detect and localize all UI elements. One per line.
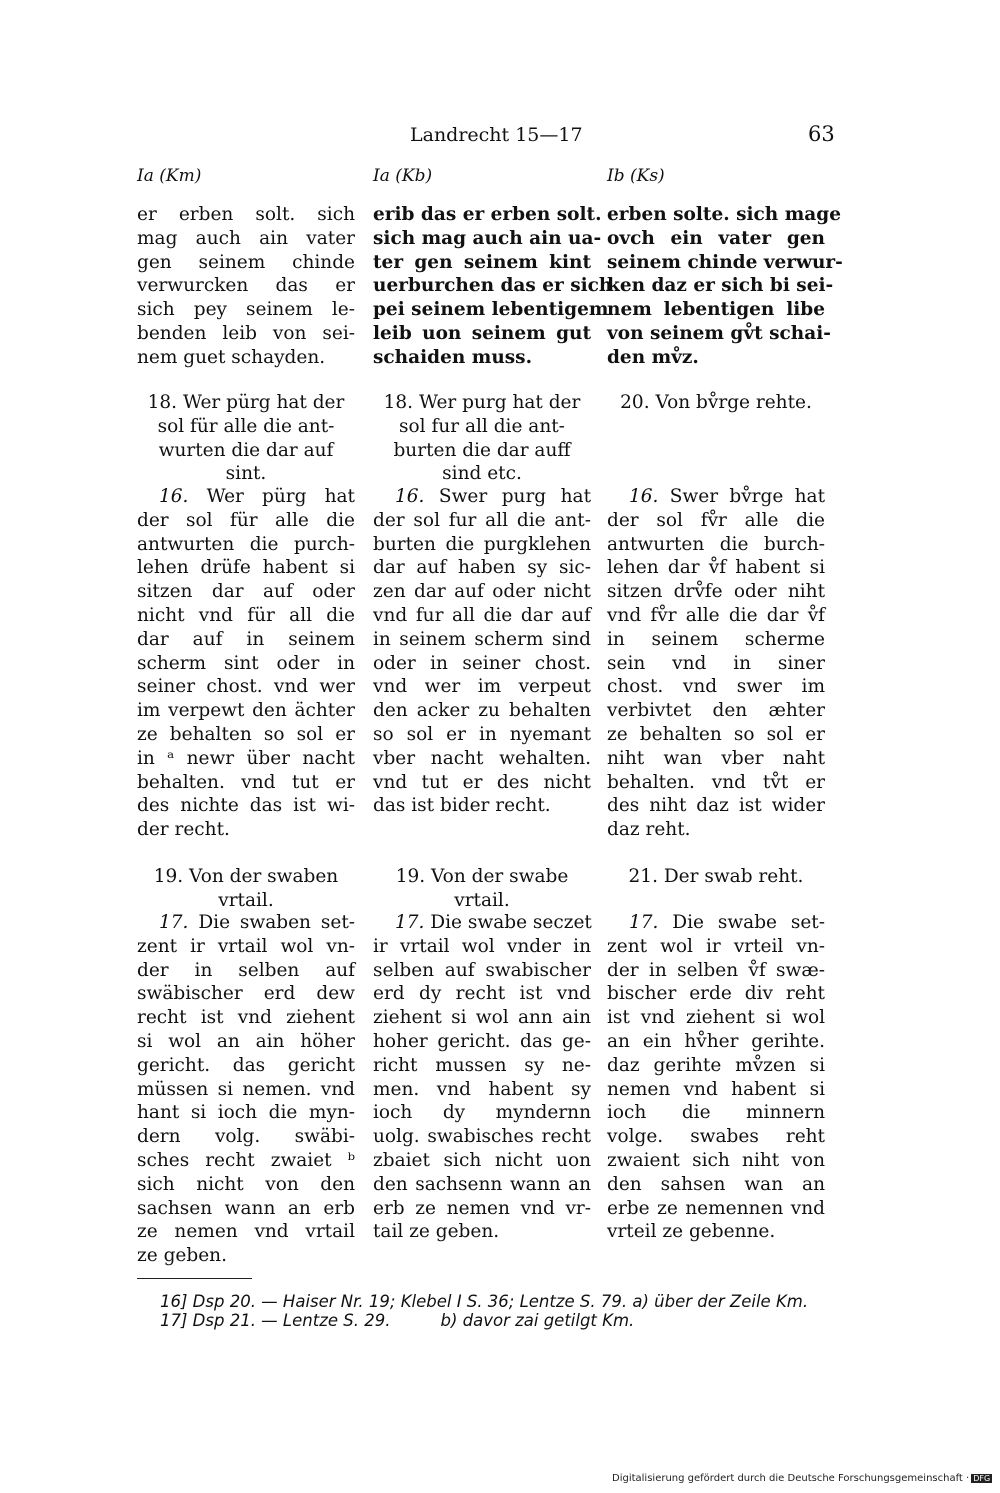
paragraph-line: recht ist vnd ziehent	[137, 1007, 355, 1029]
paragraph-line: sitzen drv̊fe oder niht	[607, 581, 825, 603]
paragraph-line: daz reht.	[607, 819, 691, 841]
paragraph-line: den acker zu behalten	[373, 700, 591, 722]
continued-text-line: gen seinem chinde	[137, 251, 355, 273]
paragraph-line: der sol fur all die ant-	[373, 509, 591, 531]
continued-text-line: ovch ein vater gen	[607, 227, 825, 249]
paragraph-text: Swer bv̊rge hat	[658, 486, 825, 507]
paragraph-number: 16.	[159, 486, 189, 507]
paragraph-line: hoher gericht. das ge-	[373, 1030, 591, 1052]
paragraph-line: sachsen wann an erb	[137, 1197, 355, 1219]
paragraph-line	[373, 485, 591, 509]
paragraph-line: bischer erde div reht	[607, 983, 825, 1005]
paragraph-text: Die swabe set-	[658, 912, 825, 933]
section-heading-line: vrtail.	[218, 889, 274, 911]
paragraph-line: zent ir vrtail wol vn-	[137, 935, 355, 957]
paragraph-line: volge. swabes reht	[607, 1126, 825, 1148]
paragraph-number: 17.	[629, 912, 659, 933]
footnote-16: 16] Dsp 20. — Haiser Nr. 19; Klebel I S. 36; Lentze S. 79. a) über der Zeile Km.	[160, 1292, 809, 1311]
paragraph-number: 16.	[629, 486, 659, 507]
dfg-logo: DFG	[973, 1474, 991, 1483]
paragraph-line	[137, 911, 355, 935]
section-heading-line: sind etc.	[442, 463, 522, 485]
paragraph-line: richt mussen sy ne-	[373, 1054, 591, 1076]
paragraph-line: müssen si nemen. vnd	[137, 1078, 355, 1100]
paragraph-line: swäbischer erd dew	[137, 983, 355, 1005]
section-heading-line: 18. Wer purg hat der	[383, 392, 581, 413]
paragraph-line: dar auf in seinem	[137, 628, 355, 650]
section-heading-line: burten die dar auff	[393, 439, 571, 461]
paragraph-line: ze nemen vnd vrtail	[137, 1221, 355, 1243]
paragraph-line: behalten. vnd tv̊t er	[607, 771, 825, 793]
paragraph-line: burten die purgklehen	[373, 533, 591, 555]
paragraph-line: erb ze nemen vnd vr-	[373, 1197, 591, 1219]
continued-text-line: mag auch ain vater	[137, 227, 355, 249]
section-heading-line: sol für alle die ant-	[157, 415, 335, 437]
paragraph-line: gericht. das gericht	[137, 1054, 355, 1076]
section-heading-line: sol fur all die ant-	[399, 415, 565, 437]
footnote-17-note-b: b) davor zai getilgt Km.	[440, 1311, 635, 1330]
column-ia-kb	[373, 165, 613, 1243]
paragraph-number: 17.	[395, 912, 425, 933]
continued-text-line: den mv̊z.	[607, 346, 699, 368]
paragraph-line: vnd wer im verpeut	[373, 676, 591, 698]
column-siglum: Ia (Kb)	[373, 166, 433, 186]
paragraph-line: behalten. vnd tut er	[137, 771, 355, 793]
paragraph-line: zwaient sich niht von	[607, 1149, 825, 1171]
paragraph-line: ioch dy myndernn	[373, 1102, 591, 1124]
paragraph-line: niht wan vber naht	[607, 747, 825, 769]
paragraph-line	[373, 911, 591, 935]
paragraph-line: ze geben.	[137, 1245, 227, 1267]
paragraph-line: chost. vnd swer im	[607, 676, 825, 698]
digitization-credit	[612, 1473, 992, 1484]
footnote-17	[160, 1311, 634, 1330]
continued-text-line: sich mag auch ain ua-	[373, 227, 602, 249]
section-heading-line: 20. Von bv̊rge rehte.	[620, 392, 812, 413]
paragraph-number: 17.	[159, 912, 189, 933]
continued-text-line: ter gen seinem kint	[373, 251, 591, 273]
paragraph-line: lehen dar v̊f habent si	[607, 557, 825, 579]
paragraph-line: verbivtet den æhter	[607, 700, 825, 722]
column-ia-km	[137, 165, 355, 1267]
page-number: 63	[808, 122, 835, 146]
paragraph-line: nicht vnd für all die	[137, 604, 355, 626]
paragraph-line: antwurten die purch-	[137, 533, 355, 555]
continued-text-line: sich pey seinem le-	[137, 299, 355, 321]
running-title: Landrecht 15—17	[410, 124, 583, 146]
paragraph-line: in ᵃ newr über nacht	[137, 747, 355, 769]
paragraph-line: das ist bider recht.	[373, 795, 551, 817]
paragraph-line: des nichte das ist wi-	[137, 795, 355, 817]
paragraph-line: antwurten die burch-	[607, 533, 825, 555]
paragraph-line: in seinem scherme	[607, 628, 825, 650]
continued-text-line: leib uon seinem gut	[373, 322, 591, 344]
paragraph-line: den sahsen wan an	[607, 1173, 825, 1195]
continued-text-line: nem guet schayden.	[137, 346, 326, 368]
paragraph-line: uolg. swabisches recht	[373, 1126, 591, 1148]
paragraph-line	[607, 911, 825, 935]
paragraph-line	[137, 485, 355, 509]
continued-text-line: verwurcken das er	[137, 275, 355, 297]
paragraph-line: ziehent si wol ann ain	[373, 1007, 591, 1029]
paragraph-line: so sol er in nyemant	[373, 723, 591, 745]
paragraph-line: vnd fur all die dar auf	[373, 604, 591, 626]
section-heading-line: 21. Der swab reht.	[628, 866, 804, 887]
paragraph-line: sches recht zwaiet ᵇ	[137, 1149, 355, 1171]
section-heading-line: wurten die dar auf	[158, 439, 334, 461]
paragraph-line: sein vnd in siner	[607, 652, 825, 674]
column-ib-ks	[607, 165, 843, 1243]
paragraph-line: ir vrtail wol vnder in	[373, 935, 591, 957]
paragraph-line: si wol an ain höher	[137, 1030, 355, 1052]
paragraph-line: ist vnd ziehent si wol	[607, 1007, 825, 1029]
credit-text: Digitalisierung gefördert durch die Deutsche Forschungsgemeinschaft ·	[612, 1473, 970, 1484]
continued-text-line: ken daz er sich bi sei-	[607, 275, 834, 297]
section-heading-line: 19. Von der swaben	[153, 866, 339, 887]
section-heading-line: 18. Wer pürg hat der	[147, 392, 345, 413]
paragraph-line: vnd fv̊r alle die dar v̊f	[607, 604, 825, 626]
column-siglum: Ia (Km)	[137, 166, 202, 186]
paragraph-line: dar auf haben sy sic-	[373, 557, 591, 579]
paragraph-line: erbe ze nemennen vnd	[607, 1197, 825, 1219]
section-heading-line: sint.	[225, 463, 267, 485]
column-siglum: Ib (Ks)	[607, 166, 665, 186]
paragraph-line: selben auf swabischer	[373, 959, 591, 981]
paragraph-line: tail ze geben.	[373, 1221, 500, 1243]
paragraph-line: sitzen dar auf oder	[137, 581, 355, 603]
continued-text-line: erben solte. sich mage	[607, 204, 841, 225]
paragraph-line: der sol für alle die	[137, 509, 355, 531]
paragraph-line: vrteil ze gebenne.	[607, 1221, 776, 1243]
paragraph-line: in seinem scherm sind	[373, 628, 591, 650]
continued-text-line: schaiden muss.	[373, 346, 533, 368]
section-heading-line: vrtail.	[454, 889, 510, 911]
paragraph-text: Die swaben set-	[188, 912, 355, 933]
paragraph-line: dern volg. swäbi-	[137, 1126, 355, 1148]
paragraph-text: Die swabe seczet	[424, 912, 592, 933]
continued-text-line: erib das er erben solt.	[373, 204, 602, 225]
paragraph-line: nemen vnd habent si	[607, 1078, 825, 1100]
paragraph-line: vnd tut er des nicht	[373, 771, 591, 793]
paragraph-line: den sachsenn wann an	[373, 1173, 591, 1195]
paragraph-line: zen dar auf oder nicht	[373, 581, 591, 603]
paragraph-line: ioch die minnern	[607, 1102, 825, 1124]
paragraph-line: sich nicht von den	[137, 1173, 355, 1195]
continued-text-line: von seinem gv̊t schai-	[607, 322, 831, 344]
continued-text-line: benden leib von sei-	[137, 322, 355, 344]
footnote-rule	[137, 1278, 252, 1279]
section-heading-line: 19. Von der swabe	[395, 866, 569, 887]
paragraph-number: 16.	[395, 486, 425, 507]
paragraph-line: der in selben v̊f swæ-	[607, 959, 825, 981]
continued-text-line: er erben solt. sich	[137, 204, 355, 225]
paragraph-line: daz gerihte mv̊zen si	[607, 1054, 825, 1076]
continued-text-line: uerburchen das er sich	[373, 275, 613, 297]
continued-text-line: pei seinem lebentigem	[373, 299, 609, 321]
paragraph-line: lehen drüfe habent si	[137, 557, 355, 579]
paragraph-line: hant si ioch die myn-	[137, 1102, 355, 1124]
paragraph-line: seiner chost. vnd wer	[137, 676, 355, 698]
continued-text-line: seinem chinde verwur-	[607, 251, 843, 273]
paragraph-text: Swer purg hat	[424, 486, 591, 507]
paragraph-line: ze behalten so sol er	[607, 723, 825, 745]
paragraph-line	[607, 485, 825, 509]
paragraph-line: an ein hv̊her gerihte.	[607, 1030, 825, 1052]
paragraph-line: der sol fv̊r alle die	[607, 509, 825, 531]
paragraph-line: oder in seiner chost.	[373, 652, 591, 674]
paragraph-text: Wer pürg hat	[188, 486, 355, 507]
paragraph-line: der in selben auf	[137, 959, 355, 981]
continued-text-line: nem lebentigen libe	[607, 299, 825, 321]
paragraph-line: men. vnd habent sy	[373, 1078, 591, 1100]
paragraph-line: des niht daz ist wider	[607, 795, 825, 817]
paragraph-line: zent wol ir vrteil vn-	[607, 935, 825, 957]
paragraph-line: der recht.	[137, 819, 230, 841]
footnote-17-sources: 17] Dsp 21. — Lentze S. 29.	[160, 1311, 391, 1330]
paragraph-line: scherm sint oder in	[137, 652, 355, 674]
paragraph-line: vber nacht wehalten.	[373, 747, 591, 769]
paragraph-line: erd dy recht ist vnd	[373, 983, 591, 1005]
paragraph-line: zbaiet sich nicht uon	[373, 1149, 591, 1171]
paragraph-line: ze behalten so sol er	[137, 723, 355, 745]
running-header	[0, 120, 1000, 150]
paragraph-line: im verpewt den ächter	[137, 700, 355, 722]
